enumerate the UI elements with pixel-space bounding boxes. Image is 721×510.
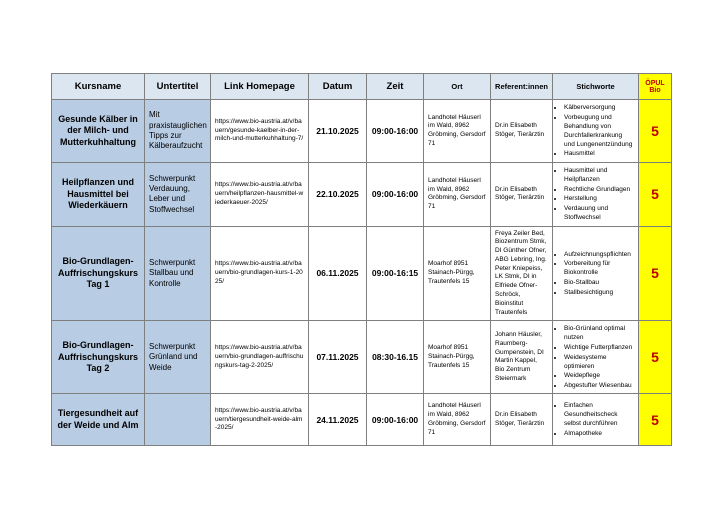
cell-oepul-bio-points: 5	[639, 163, 672, 227]
stichwort-item: • Hausmittel und Heilpflanzen	[564, 166, 634, 184]
cell-referent: Dr.in Elisabeth Stöger, Tierärztin	[491, 100, 553, 163]
stichwort-item: • Herstellung	[564, 194, 634, 203]
column-header-ort: Ort	[424, 74, 491, 100]
table-row	[52, 394, 672, 446]
cell-stichworte	[553, 163, 639, 227]
cell-stichworte	[553, 321, 639, 394]
stichworte-list	[557, 103, 634, 159]
cell-zeit: 09:00-16:00	[367, 100, 424, 163]
cell-ort: Landhotel Häuserl im Wald, 8962 Gröbming, Gersdorf 71	[424, 100, 491, 163]
cell-link-homepage[interactable]: https://www.bio-austria.at/v/bauern/bio-grundlagen-kurs-1-2025/	[211, 226, 309, 321]
stichwort-item: • Wichtige Futterpflanzen	[564, 343, 634, 352]
cell-ort: Moarhof 8951 Stainach-Pürgg, Trautenfels 15	[424, 226, 491, 321]
cell-datum: 21.10.2025	[309, 100, 367, 163]
stichwort-item: • Aufzeichnungspflichten	[564, 250, 634, 259]
table-row	[52, 100, 672, 163]
stichworte-list	[557, 401, 634, 438]
cell-datum: 06.11.2025	[309, 226, 367, 321]
cell-ort: Landhotel Häuserl im Wald, 8962 Gröbming, Gersdorf 71	[424, 163, 491, 227]
stichworte-list	[557, 250, 634, 297]
cell-oepul-bio-points: 5	[639, 226, 672, 321]
stichwort-item: • Bio-Stallbau	[564, 278, 634, 287]
stichwort-item: • Weidesysteme optimieren	[564, 353, 634, 371]
column-header-datum: Datum	[309, 74, 367, 100]
column-header-link: Link Homepage	[211, 74, 309, 100]
stichwort-item: • Weidepflege	[564, 371, 634, 380]
column-header-untertitel: Untertitel	[145, 74, 211, 100]
cell-kursname: Gesunde Kälber in der Milch- und Mutterkuhhaltung	[52, 100, 145, 163]
stichwort-item: • Rechtliche Grundlagen	[564, 185, 634, 194]
cell-zeit: 09:00-16:00	[367, 163, 424, 227]
cell-zeit: 08:30-16.15	[367, 321, 424, 394]
cell-kursname: Heilpflanzen und Hausmittel bei Wiederkäuern	[52, 163, 145, 227]
column-header-zeit: Zeit	[367, 74, 424, 100]
stichwort-item: • Abgestufter Wiesenbau	[564, 381, 634, 390]
cell-datum: 22.10.2025	[309, 163, 367, 227]
cell-untertitel: Mit praxistauglichen Tipps zur Kälberaufzucht	[145, 100, 211, 163]
stichwort-item: • Einfachen Gesundheitscheck selbst durchführen	[564, 401, 634, 428]
stichwort-item: • Stallbesichtigung	[564, 288, 634, 297]
course-schedule-table	[51, 73, 672, 446]
cell-ort: Moarhof 8951 Stainach-Pürgg, Trautenfels 15	[424, 321, 491, 394]
cell-untertitel	[145, 394, 211, 446]
stichwort-item: • Kälberversorgung	[564, 103, 634, 112]
cell-kursname: Bio-Grundlagen-Auffrischungskurs Tag 1	[52, 226, 145, 321]
cell-oepul-bio-points: 5	[639, 321, 672, 394]
cell-link-homepage[interactable]: https://www.bio-austria.at/v/bauern/gesunde-kaelber-in-der-milch-und-mutterkuhhaltung-7/	[211, 100, 309, 163]
cell-untertitel: Schwerpunkt Verdauung, Leber und Stoffwechsel	[145, 163, 211, 227]
stichwort-item: • Vorbereitung für Biokontrolle	[564, 259, 634, 277]
cell-link-homepage[interactable]: https://www.bio-austria.at/v/bauern/bio-grundlagen-auffrischungskurs-tag-2-2025/	[211, 321, 309, 394]
cell-link-homepage[interactable]: https://www.bio-austria.at/v/bauern/heilpflanzen-hausmittel-wiederkaeuer-2025/	[211, 163, 309, 227]
cell-datum: 07.11.2025	[309, 321, 367, 394]
cell-referent: Dr.in Elisabeth Stöger, Tierärztin	[491, 394, 553, 446]
cell-kursname: Tiergesundheit auf der Weide und Alm	[52, 394, 145, 446]
cell-kursname: Bio-Grundlagen-Auffrischungskurs Tag 2	[52, 321, 145, 394]
stichwort-item: • Bio-Grünland optimal nutzen	[564, 324, 634, 342]
cell-oepul-bio-points: 5	[639, 394, 672, 446]
cell-referent: Dr.in Elisabeth Stöger, Tierärztin	[491, 163, 553, 227]
table-row	[52, 163, 672, 227]
cell-zeit: 09:00-16:15	[367, 226, 424, 321]
cell-referent: Freya Zeiler Bed, Biozentrum Stmk, DI Günther Ofner, ABG Lebring, Ing. Peter Kniepeiss, LK Stmk, DI in Elfriede Ofner-Schröck, Bioinstitut Trautenfels	[491, 226, 553, 321]
stichwort-item: • Vorbeugung und Behandlung von Durchfallerkrankung und Lungenentzündung	[564, 113, 634, 149]
cell-zeit: 09:00-16:00	[367, 394, 424, 446]
table-header-row	[52, 74, 672, 100]
cell-datum: 24.11.2025	[309, 394, 367, 446]
cell-stichworte	[553, 100, 639, 163]
table-row	[52, 321, 672, 394]
cell-stichworte	[553, 226, 639, 321]
column-header-oepul-bio: ÖPUL Bio	[639, 74, 672, 100]
stichwort-item: • Verdauung und Stoffwechsel	[564, 204, 634, 222]
cell-link-homepage[interactable]: https://www.bio-austria.at/v/bauern/tiergesundheit-weide-alm-2025/	[211, 394, 309, 446]
cell-untertitel: Schwerpunkt Stallbau und Kontrolle	[145, 226, 211, 321]
column-header-stichworte: Stichworte	[553, 74, 639, 100]
column-header-referent: Referent:innen	[491, 74, 553, 100]
cell-untertitel: Schwerpunkt Grünland und Weide	[145, 321, 211, 394]
column-header-kursname: Kursname	[52, 74, 145, 100]
stichwort-item: • Almapotheke	[564, 429, 634, 438]
table-row	[52, 226, 672, 321]
stichwort-item: • Hausmittel	[564, 149, 634, 158]
stichworte-list	[557, 324, 634, 390]
cell-stichworte	[553, 394, 639, 446]
cell-oepul-bio-points: 5	[639, 100, 672, 163]
stichworte-list	[557, 166, 634, 222]
cell-ort: Landhotel Häuserl im Wald, 8962 Gröbming, Gersdorf 71	[424, 394, 491, 446]
cell-referent: Johann Häusler, Raumberg-Gumpenstein, DI Martin Kappel, Bio Zentrum Steiermark	[491, 321, 553, 394]
